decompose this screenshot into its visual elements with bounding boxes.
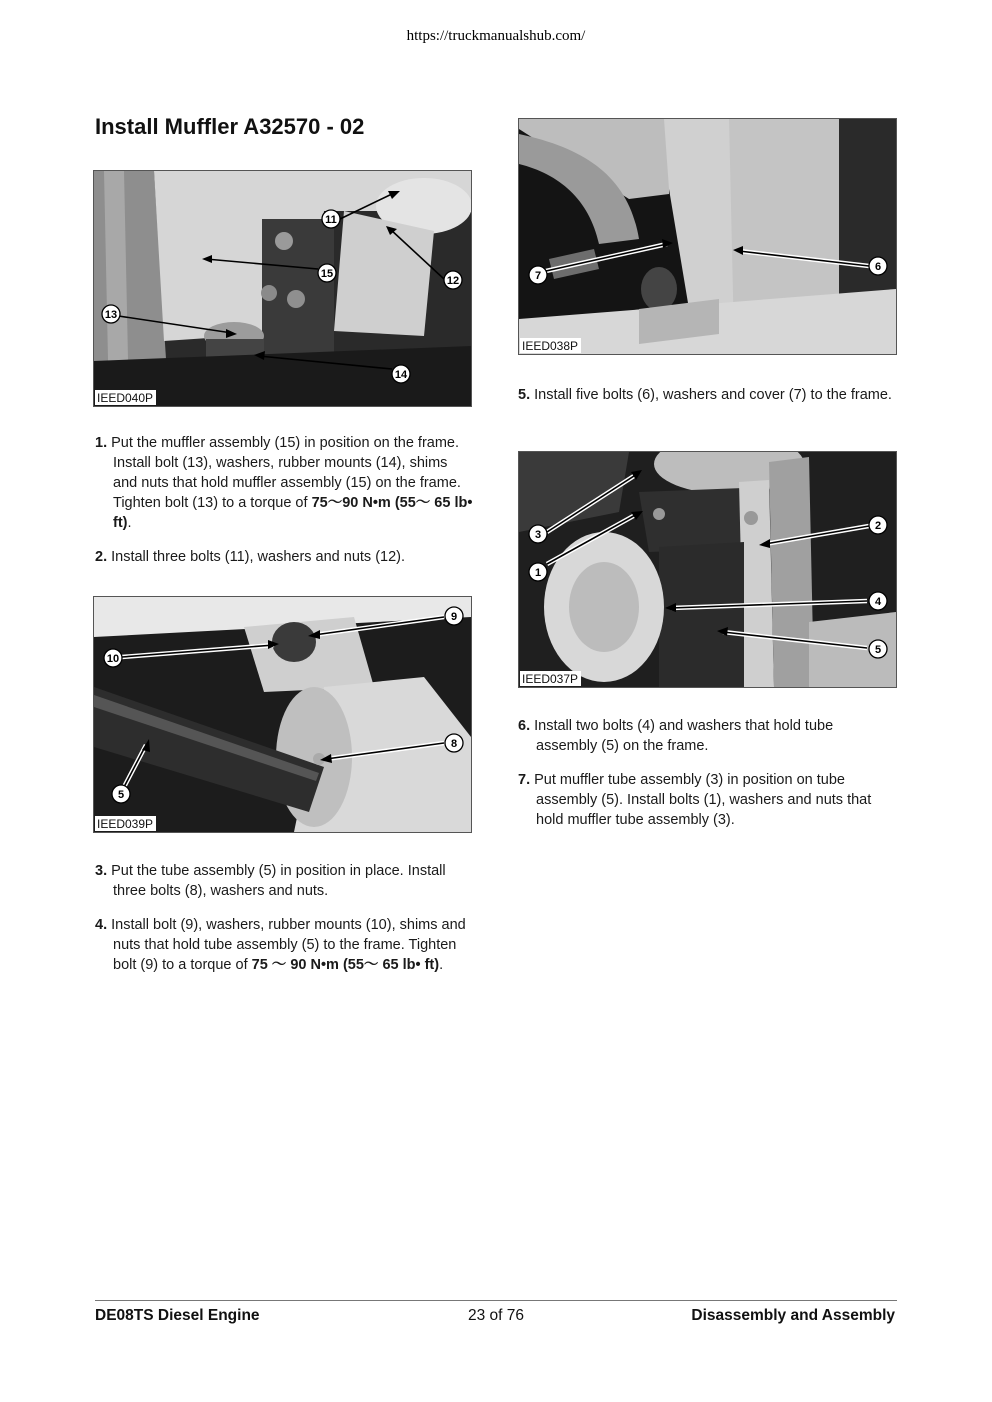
callout-5 [869, 640, 887, 658]
steps-group-1 [95, 433, 475, 581]
steps-group-4 [518, 716, 898, 844]
callout-5 [112, 785, 130, 803]
footer-section-title: Disassembly and Assembly [691, 1307, 895, 1324]
callout-4 [869, 592, 887, 610]
callout-6 [869, 257, 887, 275]
page-title: Install Muffler A32570 - 02 [95, 114, 365, 139]
step-1: 1. Put the muffler assembly (15) in position on the frame. Install bolt (13), washers, rubber mounts (14), shims and nuts that hold muffler assembly (15) on the frame. Tighten bolt (13) to a torque of 75～90 N•m (55～ 65 lb• ft). [95, 435, 473, 531]
callout-labels-fig3 [519, 119, 896, 354]
callout-3 [529, 525, 547, 543]
footer-document-title: DE08TS Diesel Engine [95, 1307, 260, 1324]
footer-page-number: 23 of 76 [467, 1307, 525, 1324]
callout-label: 14 [394, 369, 408, 381]
callout-labels-fig2 [94, 597, 471, 832]
step-7: 7. Put muffler tube assembly (3) in position on tube assembly (5). Install bolts (1), washers and nuts that hold muffler tube assembly (3). [518, 772, 872, 828]
callout-label: 8 [450, 738, 458, 750]
callout-8 [445, 734, 463, 752]
callout-label: 10 [106, 653, 120, 665]
figure-id: IEED037P [520, 671, 581, 686]
callout-1 [529, 563, 547, 581]
callout-7 [529, 266, 547, 284]
steps-group-2 [95, 861, 475, 989]
step-3: 3. Put the tube assembly (5) in position in place. Install three bolts (8), washers and nuts. [95, 863, 446, 899]
figure-ieed039p [93, 596, 472, 833]
callout-label: 11 [325, 214, 337, 226]
callout-label: 5 [117, 789, 125, 801]
callout-label: 4 [874, 596, 882, 608]
callout-label: 2 [874, 520, 882, 532]
callout-label: 6 [874, 261, 882, 273]
step-5: 5. Install five bolts (6), washers and cover (7) to the frame. [518, 387, 892, 403]
steps-group-3 [518, 385, 898, 419]
step-4: 4. Install bolt (9), washers, rubber mounts (10), shims and nuts that hold tube assembly (5) to the frame. Tighten bolt (9) to a torque of 75 ～ 90 N•m (55～ 65 lb• ft). [95, 917, 466, 973]
callout-11 [322, 210, 340, 228]
callout-label: 13 [104, 309, 118, 321]
callout-label: 12 [446, 275, 460, 287]
footer-divider [95, 1300, 897, 1301]
figure-ieed038p [518, 118, 897, 355]
figure-id: IEED039P [95, 816, 156, 831]
figure-id: IEED040P [95, 390, 156, 405]
figure-id: IEED038P [520, 338, 581, 353]
callout-labels-fig1 [94, 171, 471, 406]
callout-label: 7 [534, 270, 542, 282]
callout-labels-fig4 [519, 452, 896, 687]
callout-2 [869, 516, 887, 534]
callout-13 [102, 305, 120, 323]
callout-12 [444, 271, 462, 289]
site-url[interactable]: https://truckmanualshub.com/ [406, 28, 586, 44]
step-2: 2. Install three bolts (11), washers and nuts (12). [95, 549, 406, 565]
callout-label: 9 [450, 611, 458, 623]
figure-ieed037p [518, 451, 897, 688]
callout-9 [445, 607, 463, 625]
callout-label: 5 [874, 644, 882, 656]
callout-label: 1 [534, 567, 542, 579]
callout-15 [318, 264, 336, 282]
callout-label: 3 [534, 529, 542, 541]
callout-14 [392, 365, 410, 383]
callout-10 [104, 649, 122, 667]
figure-ieed040p [93, 170, 472, 407]
callout-label: 15 [320, 268, 334, 280]
step-6: 6. Install two bolts (4) and washers that hold tube assembly (5) on the frame. [518, 718, 834, 754]
